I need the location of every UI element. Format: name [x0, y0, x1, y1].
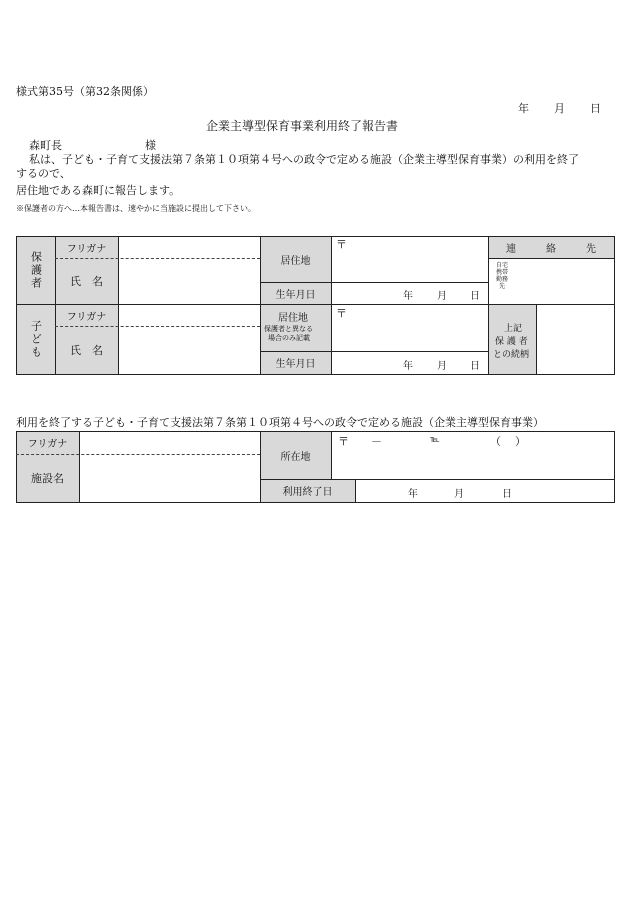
guardian-residence-label: 居住地 — [280, 255, 311, 267]
guardian-name-label: 氏 名 — [70, 275, 103, 288]
page-title: 企業主導型保育事業利用終了報告書 — [206, 119, 399, 133]
relation-label-2: 保 護 者 — [495, 337, 528, 347]
guardian-birthdate-label: 生年月日 — [275, 289, 316, 301]
date-month-label: 月 — [554, 102, 565, 115]
contact-home-label: 自宅 — [496, 262, 509, 269]
location-postal: 〒 － — [338, 435, 382, 448]
facility-furigana-field[interactable] — [80, 432, 259, 453]
end-date-day: 日 — [502, 489, 512, 500]
location-field[interactable] — [332, 432, 613, 478]
relation-label-3: との続柄 — [493, 350, 530, 360]
guardian-birth-year: 年 — [403, 291, 413, 302]
relation-label-1: 上記 — [504, 324, 523, 334]
child-postal-mark: 〒 — [336, 307, 347, 320]
form-number: 様式第35号（第32条関係） — [16, 85, 154, 98]
child-residence-note-2: 場合のみ記載 — [268, 334, 310, 342]
note: ※保護者の方へ…本報告書は、速やかに当施設に提出して下さい。 — [16, 204, 256, 213]
child-label: 子ども — [29, 319, 43, 359]
child-birth-year: 年 — [403, 361, 413, 372]
guardian-birth-month: 月 — [437, 291, 447, 302]
contact-header: 連 絡 先 — [506, 243, 606, 255]
guardian-residence-field[interactable] — [332, 237, 487, 281]
contact-work-label-2: 先 — [499, 283, 506, 290]
facility-name-label: 施設名 — [31, 472, 64, 485]
child-residence-label: 居住地 — [278, 313, 308, 324]
contact-field[interactable] — [515, 259, 613, 303]
date-day-label: 日 — [590, 102, 601, 115]
end-date-label: 利用終了日 — [282, 487, 333, 498]
child-birth-month: 月 — [437, 361, 447, 372]
child-residence-note-1: 保護者と異なる — [264, 325, 313, 333]
honorific: 様 — [145, 139, 156, 152]
facility-furigana-label: フリガナ — [27, 439, 68, 450]
body-line-3: 居住地である森町に報告します。 — [16, 184, 181, 197]
contact-work-label: 勤務 — [496, 276, 509, 283]
body-line-2: するので、 — [16, 167, 71, 180]
guardian-label: 保護者 — [29, 250, 43, 290]
child-furigana-label: フリガナ — [66, 311, 107, 323]
body-line-1: 私は、子ども・子育て支援法第７条第１０項第４号への政令で定める施設（企業主導型保育事業）の利用を終了 — [29, 153, 579, 166]
relation-field[interactable] — [537, 305, 613, 373]
end-date-field[interactable] — [356, 480, 613, 501]
end-date-year: 年 — [408, 489, 418, 500]
child-residence-field[interactable] — [332, 305, 487, 350]
guardian-postal-mark: 〒 — [336, 238, 347, 251]
contact-mobile-label: 携帯 — [496, 269, 509, 276]
guardian-furigana-label: フリガナ — [66, 243, 107, 255]
guardian-birth-day: 日 — [470, 291, 480, 302]
guardian-furigana-field[interactable] — [119, 237, 259, 257]
child-name-field[interactable] — [119, 327, 259, 373]
child-furigana-field[interactable] — [119, 305, 259, 325]
facility-name-field[interactable] — [80, 455, 259, 501]
child-name-label: 氏 名 — [70, 344, 103, 357]
guardian-name-field[interactable] — [119, 259, 259, 303]
location-label: 所在地 — [280, 451, 311, 463]
child-birthdate-label: 生年月日 — [275, 359, 316, 370]
end-date-month: 月 — [454, 489, 464, 500]
tel-mark: ℡ — [430, 435, 440, 445]
child-birth-day: 日 — [470, 361, 480, 372]
date-year-label: 年 — [518, 102, 529, 115]
tel-paren-close: ） — [515, 435, 526, 448]
tel-paren-open: （ — [490, 435, 501, 448]
recipient: 森町長 — [29, 139, 62, 152]
facility-heading: 利用を終了する子ども・子育て支援法第７条第１０項第４号への政令で定める施設（企業主導型保育事業） — [16, 416, 544, 429]
